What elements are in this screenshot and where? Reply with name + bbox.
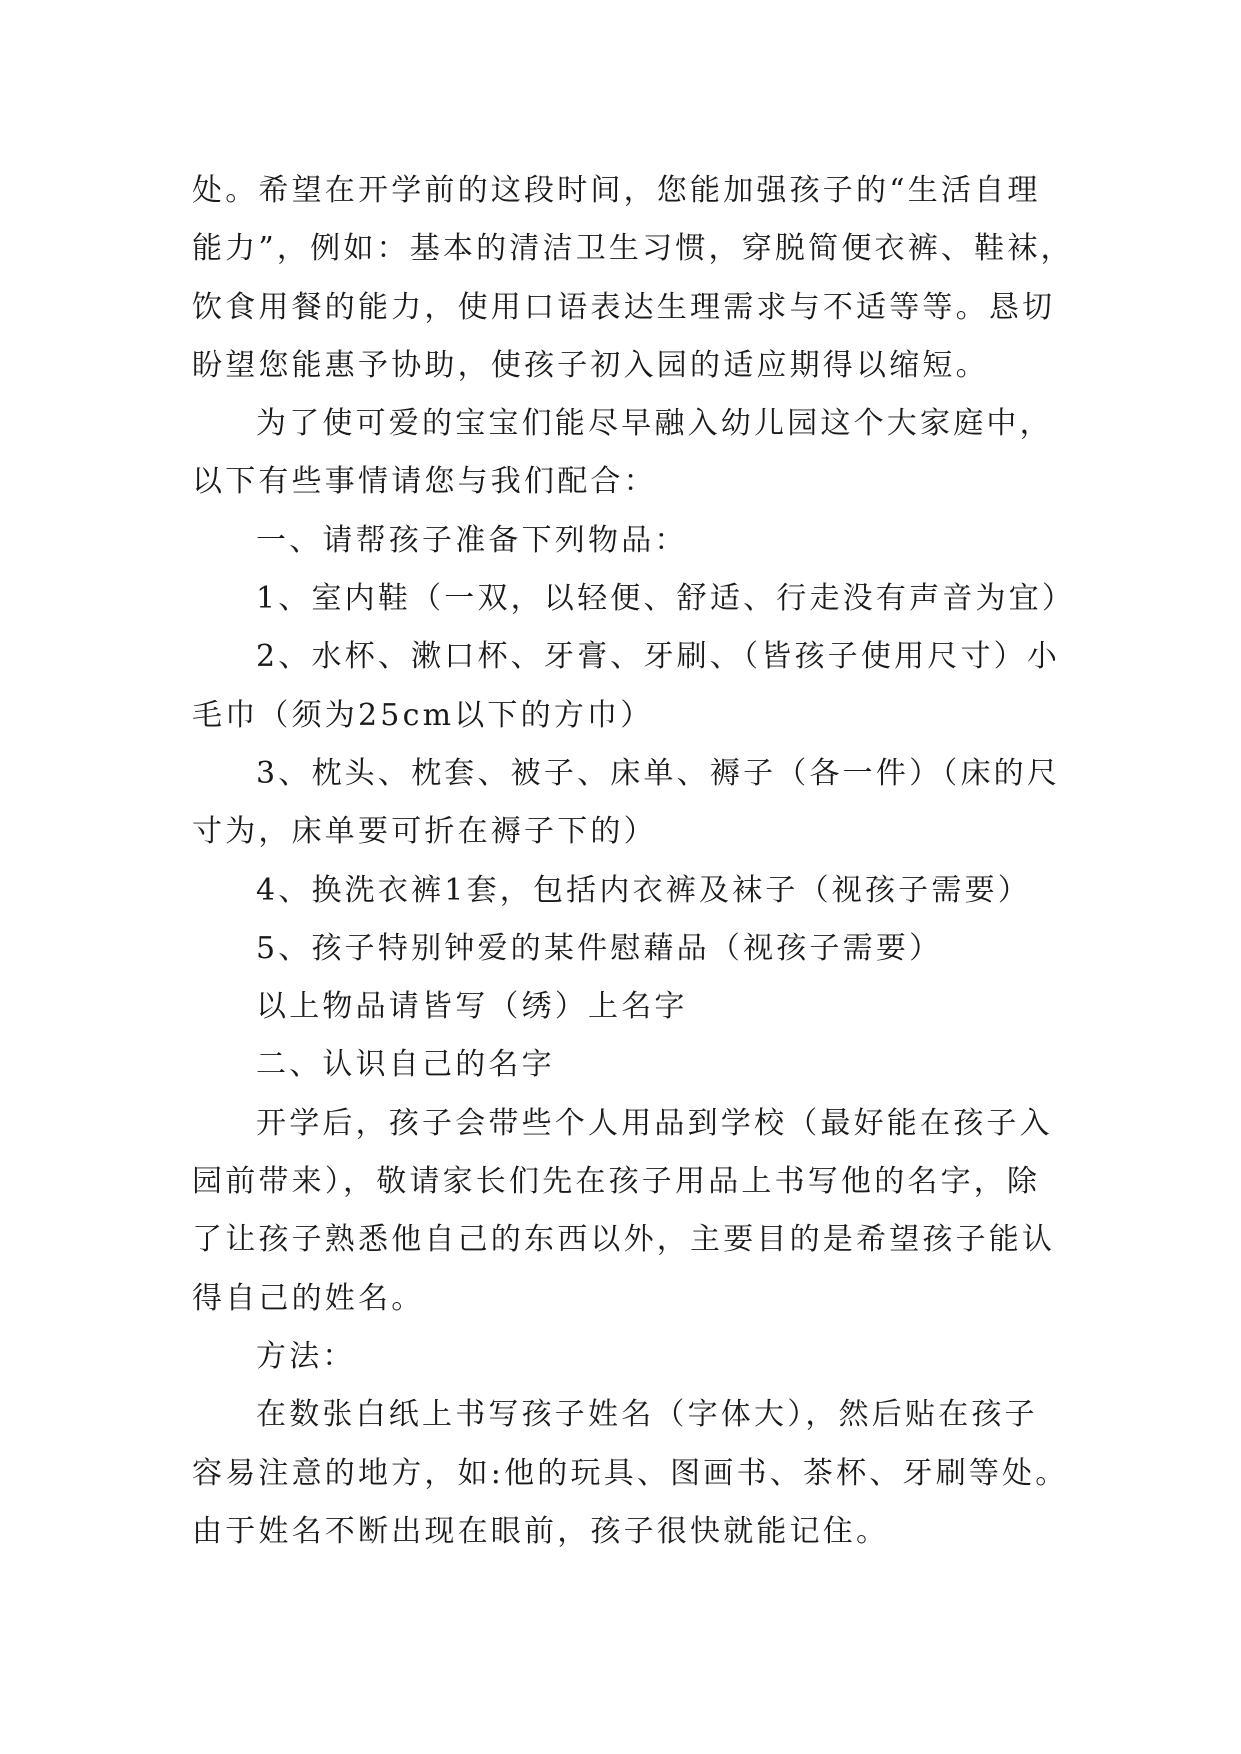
text-line: 为了使可爱的宝宝们能尽早融入幼儿园这个大家庭中， — [256, 406, 1053, 442]
text-line: 方法： — [256, 1338, 356, 1374]
text-line: 在数张白纸上书写孩子姓名（字体大），然后贴在孩子 — [256, 1397, 1038, 1433]
list-item: 1、室内鞋（一双，以轻便、舒适、行走没有声音为宜） — [256, 581, 1076, 617]
list-item: 2、水杯、漱口杯、牙膏、牙刷、（皆孩子使用尺寸）小 — [256, 639, 1061, 675]
text-line: 以下有些事情请您与我们配合： — [192, 464, 657, 500]
text-line: 容易注意的地方，如:他的玩具、图画书、茶杯、牙刷等处。 — [192, 1455, 1069, 1491]
document-body — [192, 162, 1076, 1561]
text-line: 盼望您能惠予协助，使孩子初入园的适应期得以缩短。 — [192, 347, 989, 383]
text-line: 寸为，床单要可折在褥子下的） — [192, 814, 657, 850]
text-line: 能力”，例如：基本的清洁卫生习惯，穿脱简便衣裤、鞋袜， — [192, 231, 1074, 267]
text-line: 处。希望在开学前的这段时间，您能加强孩子的“生活自理 — [192, 173, 1041, 208]
text-line: 饮食用餐的能力，使用口语表达生理需求与不适等等。恳切 — [192, 289, 1056, 325]
list-item: 4、换洗衣裤1套，包括内衣裤及袜子（视孩子需要） — [256, 872, 1031, 908]
text-line: 由于姓名不断出现在眼前，孩子很快就能记住。 — [192, 1513, 890, 1549]
text-line: 园前带来），敬请家长们先在孩子用品上书写他的名字，除 — [192, 1164, 1041, 1200]
list-item: 3、枕头、枕套、被子、床单、褥子（各一件）（床的尺 — [256, 755, 1061, 791]
list-item: 5、孩子特别钟爱的某件慰藉品（视孩子需要） — [256, 930, 943, 966]
section-heading: 二、认识自己的名字 — [256, 1047, 555, 1083]
text-line: 得自己的姓名。 — [192, 1280, 425, 1316]
text-line: 以上物品请皆写（绣）上名字 — [256, 989, 688, 1025]
text-line: 开学后，孩子会带些个人用品到学校（最好能在孩子入 — [256, 1105, 1053, 1141]
text-line: 毛巾（须为25cm以下的方巾） — [192, 697, 654, 733]
text-line: 了让孩子熟悉他自己的东西以外，主要目的是希望孩子能认 — [192, 1222, 1056, 1258]
section-heading: 一、请帮孩子准备下列物品： — [256, 522, 688, 558]
